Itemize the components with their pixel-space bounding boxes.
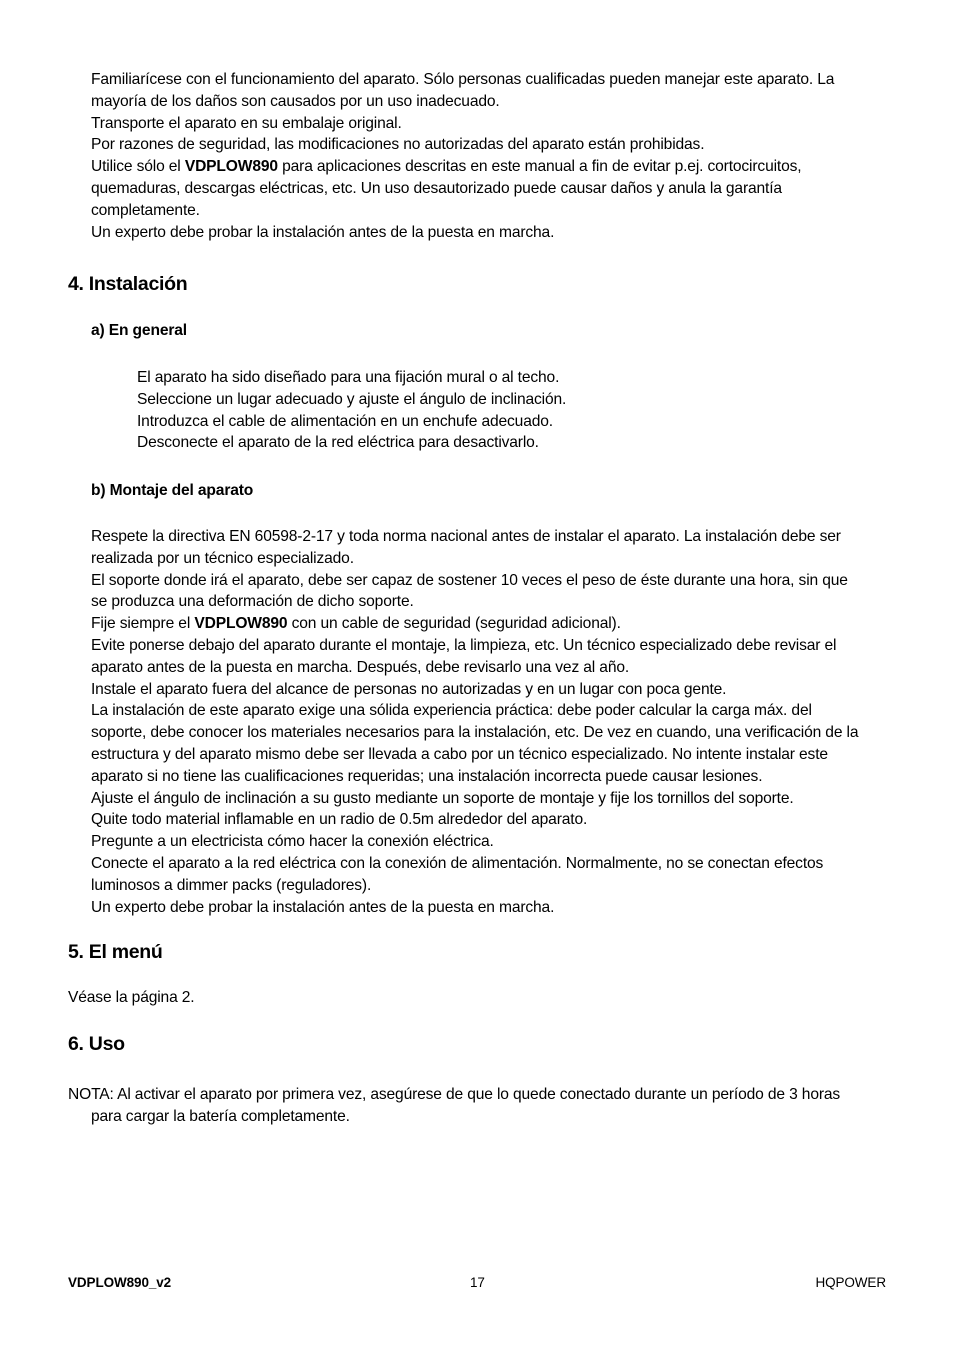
text-line: aparato si no tiene las cualificaciones requeridas; una instalación incorrecta puede causar lesiones.: [91, 767, 763, 785]
text-line: realizada por un técnico especializado.: [91, 549, 354, 567]
text-fragment: para aplicaciones descritas en este manual a fin de evitar p.ej. cortocircuitos,: [277, 158, 802, 176]
section-heading: 4. Instalación: [68, 273, 188, 295]
text-fragment: Utilice sólo el: [91, 158, 185, 176]
text-line: Evite ponerse debajo del aparato durante el montaje, la limpieza, etc. Un técnico especializado debe revisar el: [91, 636, 837, 654]
text-line-mixed: [91, 613, 891, 635]
mounting-paragraph: [91, 526, 891, 918]
text-line: Familiarícese con el funcionamiento del aparato. Sólo personas cualificadas pueden manejar este aparato. La: [91, 71, 835, 88]
intro-paragraph: [91, 69, 891, 243]
text-line: mayoría de los daños son causados por un uso inadecuado.: [91, 92, 500, 110]
text-fragment: con un cable de seguridad (seguridad adicional).: [287, 615, 621, 633]
text-line: Transporte el aparato en su embalaje original.: [91, 114, 402, 132]
text-line: quemaduras, descargas eléctricas, etc. Un uso desautorizado puede causar daños y anula la garantía: [91, 179, 782, 197]
subsection-heading: a) En general: [91, 322, 187, 339]
text-line: Pregunte a un electricista cómo hacer la conexión eléctrica.: [91, 833, 494, 851]
text-line: Por razones de seguridad, las modificaciones no autorizadas del aparato están prohibidas.: [91, 136, 705, 154]
product-name: VDPLOW890: [194, 615, 288, 633]
text-line: NOTA: Al activar el aparato por primera vez, asegúrese de que lo quede conectado durante un período de 3 horas: [68, 1086, 841, 1103]
page-reference: Véase la página 2.: [68, 989, 195, 1006]
text-line: aparato antes de la puesta en marcha. Después, debe revisarlo una vez al año.: [91, 658, 630, 676]
text-line: Introduzca el cable de alimentación en un enchufe adecuado.: [137, 412, 553, 430]
section-heading: 5. El menú: [68, 941, 163, 963]
text-line: para cargar la batería completamente.: [91, 1107, 350, 1125]
text-line-mixed: [91, 156, 891, 178]
footer-page-number: 17: [470, 1275, 485, 1290]
text-line: Respete la directiva EN 60598-2-17 y toda norma nacional antes de instalar el aparato. La instalación debe ser: [91, 528, 841, 545]
text-line: se produzca una deformación de dicho soporte.: [91, 593, 414, 611]
text-line: Un experto debe probar la instalación antes de la puesta en marcha.: [91, 898, 555, 916]
text-line: estructura y del aparato mismo debe ser llevada a cabo por un técnico especializado. No intente instalar este: [91, 745, 828, 763]
general-paragraph: [137, 367, 937, 454]
text-line: Conecte el aparato a la red eléctrica con la conexión de alimentación. Normalmente, no se conectan efectos: [91, 854, 824, 872]
text-line: El aparato ha sido diseñado para una fijación mural o al techo.: [137, 369, 560, 386]
text-line: El soporte donde irá el aparato, debe ser capaz de sostener 10 veces el peso de éste durante una hora, sin que: [91, 571, 848, 589]
text-line: completamente.: [91, 201, 200, 219]
text-line: luminosos a dimmer packs (reguladores).: [91, 876, 372, 894]
footer-document-id: VDPLOW890_v2: [68, 1275, 172, 1290]
text-line: Instale el aparato fuera del alcance de personas no autorizadas y en un lugar con poca gente.: [91, 680, 727, 698]
note-paragraph: [68, 1084, 888, 1128]
text-line: soporte, debe conocer los materiales necesarios para la instalación, etc. De vez en cuando, una verificación de la: [91, 724, 859, 742]
text-line: Seleccione un lugar adecuado y ajuste el ángulo de inclinación.: [137, 390, 567, 408]
text-line: Ajuste el ángulo de inclinación a su gusto mediante un soporte de montaje y fije los tornillos del soporte.: [91, 789, 794, 807]
product-name: VDPLOW890: [184, 158, 278, 176]
text-line: La instalación de este aparato exige una sólida experiencia práctica: debe poder calcular la carga máx. del: [91, 702, 812, 720]
text-line: Quite todo material inflamable en un radio de 0.5m alrededor del aparato.: [91, 811, 588, 829]
subsection-heading: b) Montaje del aparato: [91, 482, 254, 499]
text-line: Un experto debe probar la instalación antes de la puesta en marcha.: [91, 223, 555, 241]
text-fragment: Fije siempre el: [91, 615, 195, 633]
section-heading: 6. Uso: [68, 1033, 125, 1055]
footer-brand: HQPOWER: [815, 1275, 886, 1290]
text-line: Desconecte el aparato de la red eléctrica para desactivarlo.: [137, 434, 539, 452]
